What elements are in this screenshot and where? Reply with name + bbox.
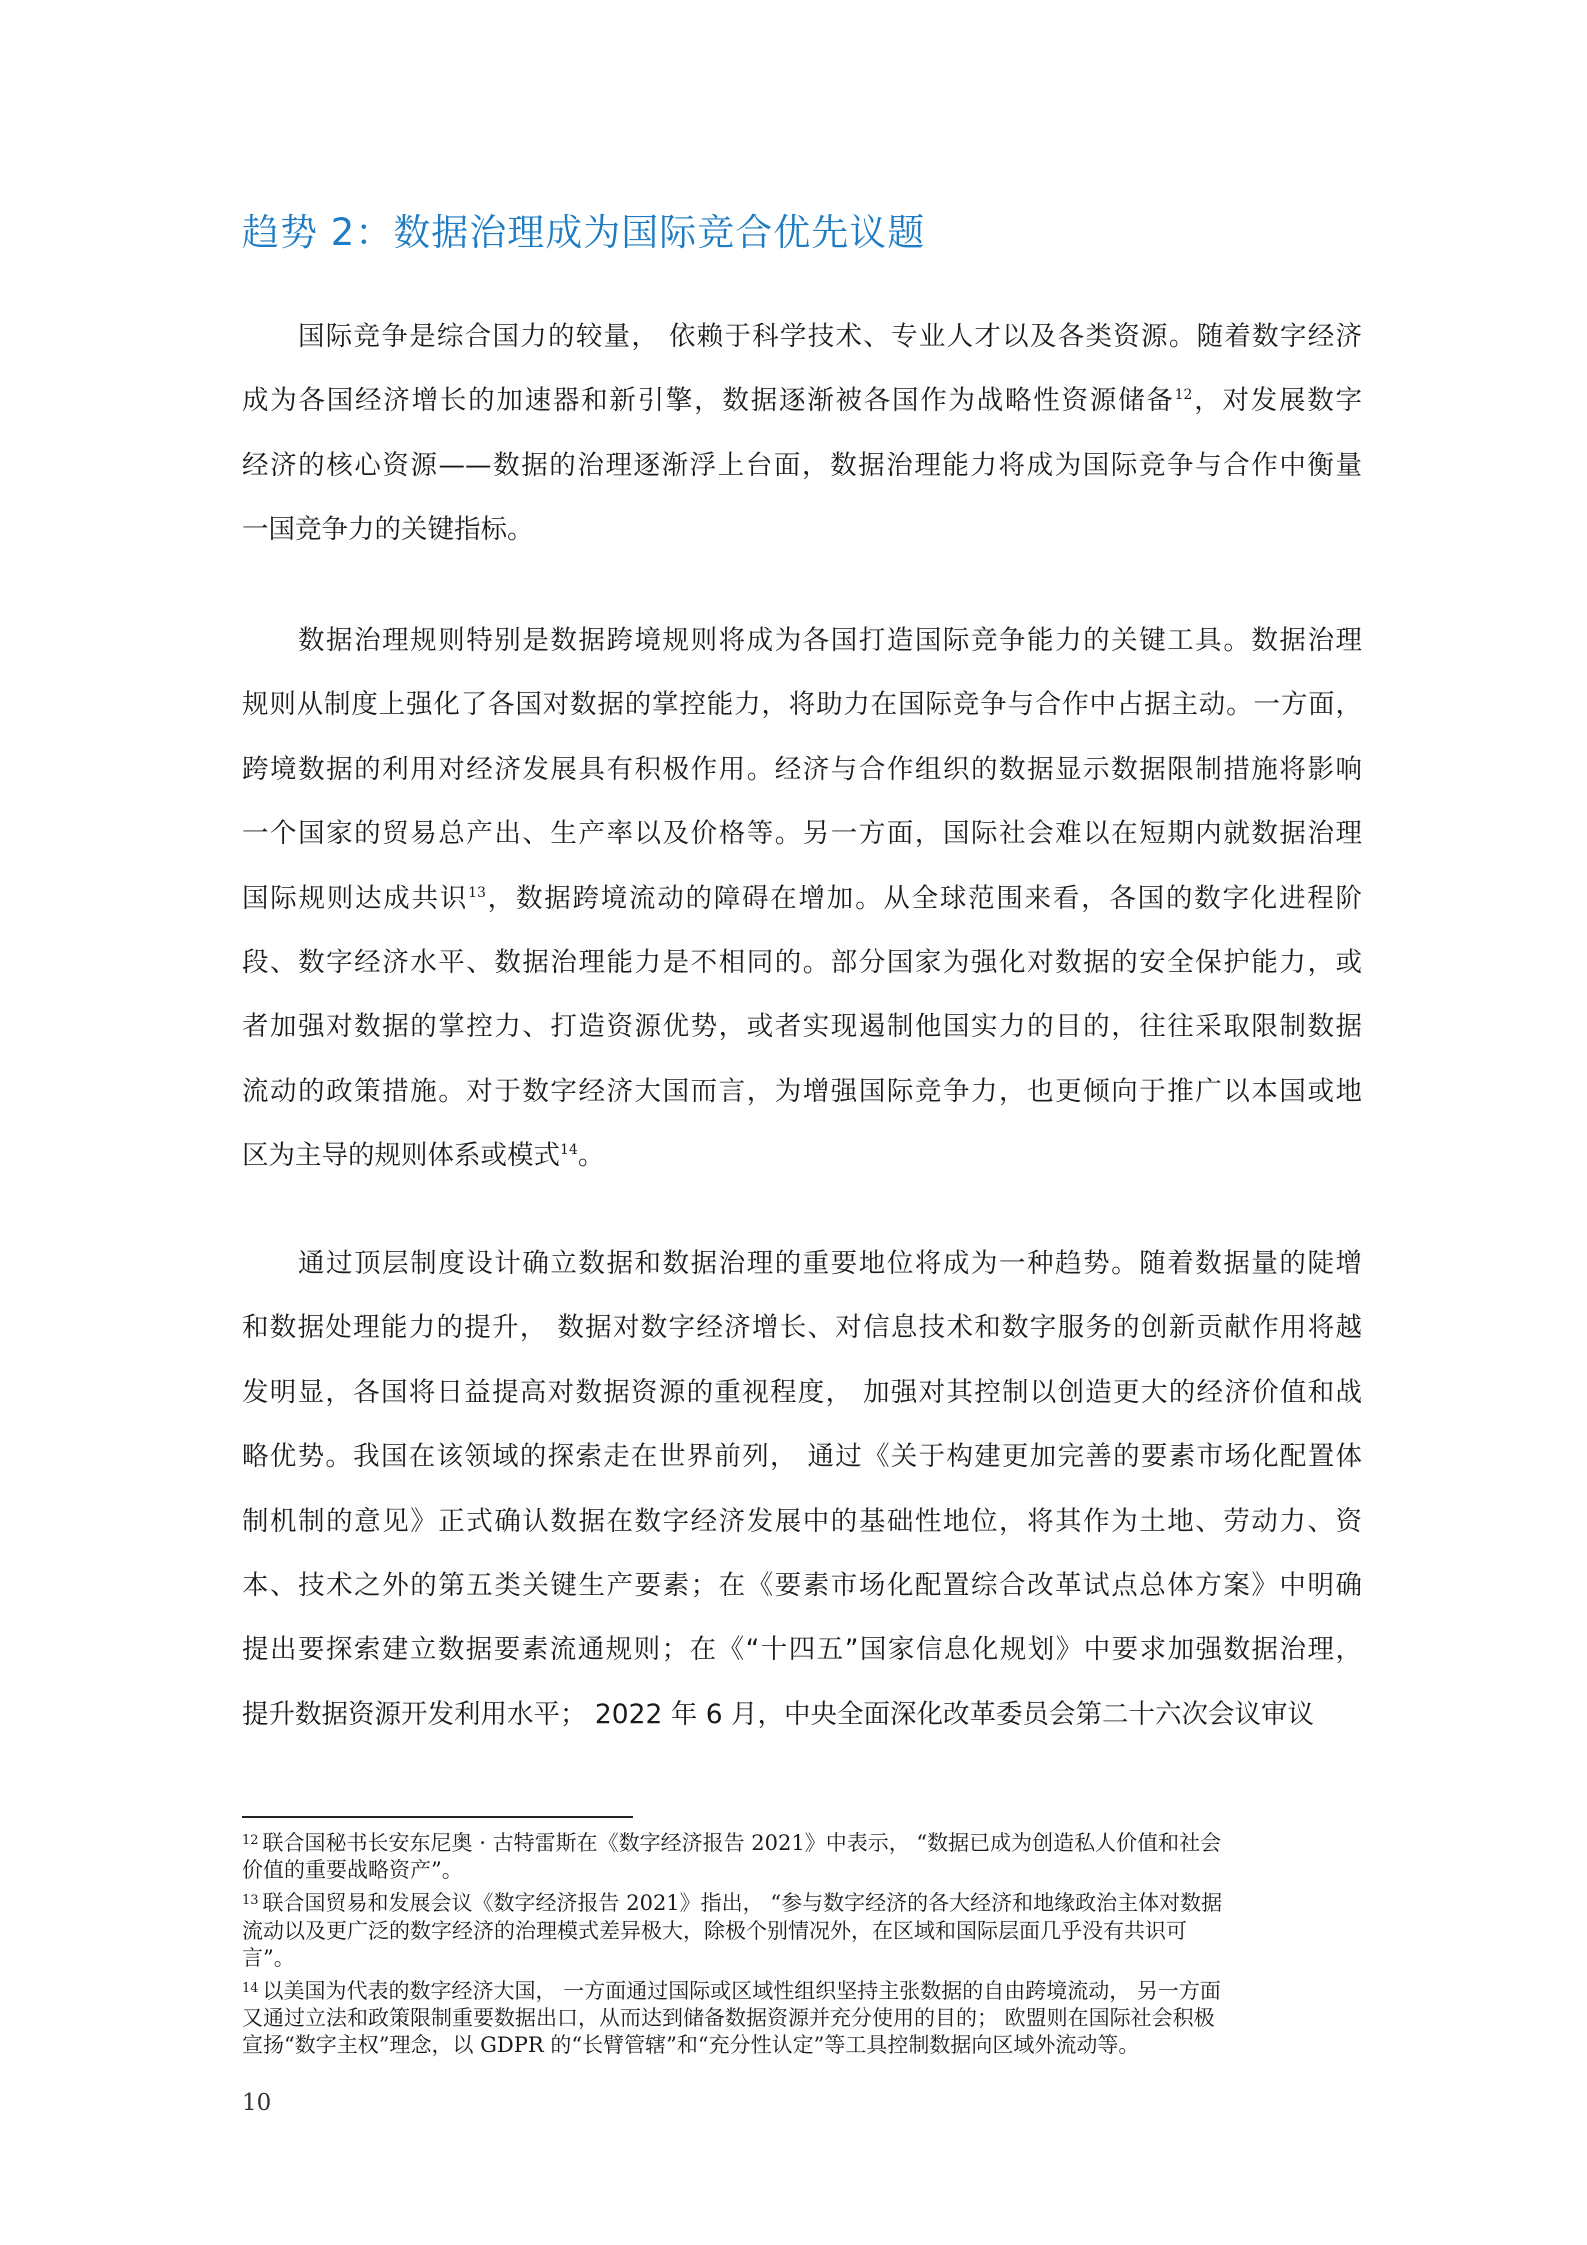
footnote-line [242,1918,1367,1945]
footnote-item [242,1890,1367,1972]
footnote-divider [242,1816,633,1818]
paragraph-line [242,673,1362,737]
footnote-text: 言”。 [242,1945,295,1970]
line-text: 者加强对数据的掌控力、打造资源优势，或者实现遏制他国实力的目的，往往采取限制数据 [242,1011,1362,1043]
line-text: 经济的核心资源——数据的治理逐渐浮上台面，数据治理能力将成为国际竞争与合作中衡量 [242,449,1362,481]
paragraph-line [242,1554,1362,1618]
footnote-line [242,1830,1367,1857]
footnote-text: 以美国为代表的数字经济大国， 一方面通过国际或区域性组织坚持主张数据的自由跨境流动， 另一方面 [262,1979,1221,2004]
line-text: 跨境数据的利用对经济发展具有积极作用。经济与合作组织的数据显示数据限制措施将影响 [242,753,1362,785]
paragraph-line [242,1618,1362,1682]
body-paragraph [242,609,1362,1189]
paragraph-line [242,738,1362,802]
footnote-text: 又通过立法和政策限制重要数据出口，从而达到储备数据资源并充分使用的目的； 欧盟则在国际社会积极 [242,2006,1215,2031]
line-text: 流动的政策措施。对于数字经济大国而言，为增强国际竞争力，也更倾向于推广以本国或地 [242,1075,1362,1107]
line-text: 数据治理规则特别是数据跨境规则将成为各国打造国际竞争能力的关键工具。数据治理 [298,625,1362,656]
paragraph-line [242,995,1362,1059]
line-text: 通过顶层制度设计确立数据和数据治理的重要地位将成为一种趋势。随着数据量的陡增 [298,1248,1362,1279]
line-text: 段、数字经济水平、数据治理能力是不相同的。部分国家为强化对数据的安全保护能力，或 [242,947,1362,979]
line-text: 国际规则达成共识 [242,882,469,914]
paragraph-line [242,369,1362,433]
footnote-text: 联合国贸易和发展会议《数字经济报告 2021》指出， “参与数字经济的各大经济和地缘政治主体对数据 [262,1891,1223,1916]
line-text: 成为各国经济增长的加速器和新引擎，数据逐渐被各国作为战略性资源储备 [242,385,1175,417]
footnote-item [242,1978,1367,2060]
line-text: 区为主导的规则体系或模式 [242,1140,560,1172]
paragraph-line [242,498,1362,562]
footnotes [242,1830,1367,2066]
line-text: 提升数据资源开发利用水平； 2022 年 6 月，中央全面深化改革委员会第二十六次会议审议 [242,1698,1314,1730]
line-text: ，对发展数字 [1192,385,1363,417]
paragraph-line [242,305,1362,369]
paragraph-line [242,1683,1362,1747]
line-text: 规则从制度上强化了各国对数据的掌控能力，将助力在国际竞争与合作中占据主动。一方面， [242,689,1362,721]
line-text: 一国竞争力的关键指标。 [242,514,534,546]
paragraph-line [242,1232,1362,1296]
footnote-number: 12 [242,1833,259,1848]
paragraph-line [242,1060,1362,1124]
footnote-number: 13 [242,1893,259,1909]
footnote-item [242,1830,1367,1884]
footnote-text: 价值的重要战略资产”。 [242,1858,463,1883]
line-text: 。 [577,1140,605,1172]
paragraph-line [242,609,1362,673]
line-text: ，数据跨境流动的障碍在增加。从全球范围来看，各国的数字化进程阶 [485,882,1363,914]
line-text: 制机制的意见》正式确认数据在数字经济发展中的基础性地位，将其作为土地、劳动力、资 [242,1505,1362,1537]
page-number: 10 [242,2090,272,2116]
line-text: 提出要探索建立数据要素流通规则；在《“十四五”国家信息化规划》中要求加强数据治理， [242,1634,1362,1666]
paragraph-line [242,802,1362,866]
footnote-text: 流动以及更广泛的数字经济的治理模式差异极大，除极个别情况外，在区域和国际层面几乎没有共识可 [242,1918,1187,1943]
footnote-reference[interactable]: 13 [468,884,486,901]
footnote-line [242,1978,1367,2005]
footnote-reference[interactable]: 12 [1174,387,1193,404]
footnote-number: 14 [242,1981,259,1997]
line-text: 本、技术之外的第五类关键生产要素；在《要素市场化配置综合改革试点总体方案》中明确 [242,1570,1362,1602]
paragraph-line [242,434,1362,498]
line-text: 一个国家的贸易总产出、生产率以及价格等。另一方面，国际社会难以在短期内就数据治理 [242,818,1362,850]
body-paragraph [242,1232,1362,1747]
body-paragraph [242,305,1362,563]
paragraph-line [242,1124,1362,1188]
paragraph-line [242,931,1362,995]
footnote-line [242,1945,1367,1972]
footnote-text: 宣扬“数字主权”理念，以 GDPR 的“长臂管辖”和“充分性认定”等工具控制数据向区域外流动等。 [242,2033,1140,2058]
line-text: 国际竞争是综合国力的较量， 依赖于科学技术、专业人才以及各类资源。随着数字经济 [298,321,1362,352]
paragraph-line [242,1425,1362,1489]
footnote-reference[interactable]: 14 [560,1142,578,1159]
paragraph-line [242,1361,1362,1425]
footnote-line [242,1890,1367,1917]
line-text: 和数据处理能力的提升， 数据对数字经济增长、对信息技术和数字服务的创新贡献作用将越 [242,1312,1362,1344]
paragraph-line [242,1296,1362,1360]
footnote-line [242,2005,1367,2032]
footnote-text: 联合国秘书长安东尼奥 · 古特雷斯在《数字经济报告 2021》中表示， “数据已成为创造私人价值和社会 [262,1831,1222,1855]
section-heading: 趋势 2：数据治理成为国际竞合优先议题 [242,211,926,254]
line-text: 略优势。我国在该领域的探索走在世界前列， 通过《关于构建更加完善的要素市场化配置体 [242,1441,1362,1473]
footnote-line [242,1857,1367,1884]
footnote-line [242,2032,1367,2059]
line-text: 发明显，各国将日益提高对数据资源的重视程度， 加强对其控制以创造更大的经济价值和战 [242,1376,1362,1408]
paragraph-line [242,867,1362,931]
paragraph-line [242,1490,1362,1554]
